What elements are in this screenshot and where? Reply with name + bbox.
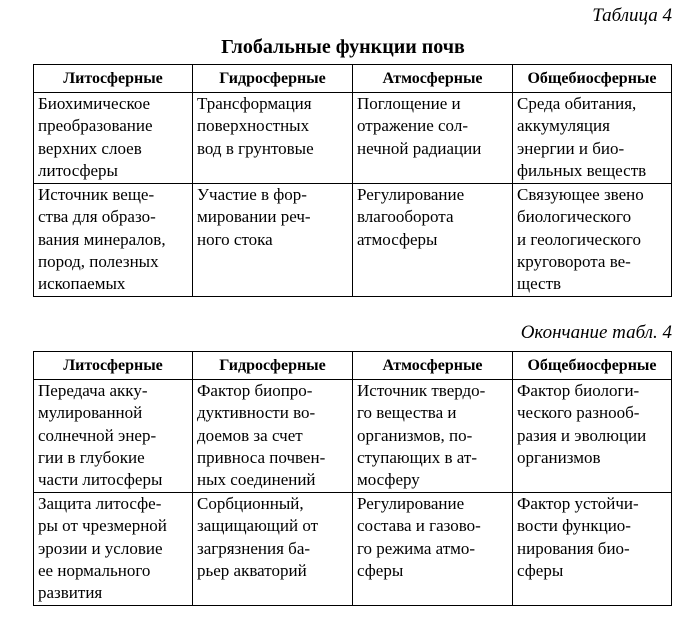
table-row	[34, 380, 672, 493]
table-cell: Связующее звено биологического и геологического круговорота ве- ществ	[513, 184, 672, 297]
column-header-general-biospheric: Общебиосферные	[513, 65, 672, 93]
table-cell: Регулирование состава и газово- го режима атмо- сферы	[353, 493, 513, 606]
column-header-atmospheric: Атмосферные	[353, 352, 513, 380]
table-row	[34, 93, 672, 184]
table-cell: Передача акку- мулированной солнечной энер- гии в глубокие части литосферы	[34, 380, 193, 493]
table-cell: Сорбционный, защищающий от загрязнения ба- рьер акваторий	[193, 493, 353, 606]
table-title: Глобальные функции почв	[221, 36, 465, 58]
functions-table-continued	[33, 351, 672, 606]
table-cell: Защита литосфе- ры от чрезмерной эрозии и условие ее нормального развития	[34, 493, 193, 606]
table-cell: Источник твердо- го вещества и организмов, по- ступающих в ат- мосферу	[353, 380, 513, 493]
column-header-general-biospheric: Общебиосферные	[513, 352, 672, 380]
table-cell: Участие в фор- мировании реч- ного стока	[193, 184, 353, 297]
functions-table	[33, 64, 672, 297]
table-cell: Среда обитания, аккумуляция энергии и био- фильных веществ	[513, 93, 672, 184]
table-cell: Поглощение и отражение сол- нечной радиации	[353, 93, 513, 184]
column-header-lithospheric: Литосферные	[34, 352, 193, 380]
table-cell: Фактор устойчи- вости функцио- нирования био- сферы	[513, 493, 672, 606]
table-cell: Биохимическое преобразование верхних слоев литосферы	[34, 93, 193, 184]
table-caption: Таблица 4	[592, 5, 672, 26]
column-header-hydrospheric: Гидросферные	[193, 65, 353, 93]
table-cell: Источник веще- ства для образо- вания минералов, пород, полезных ископаемых	[34, 184, 193, 297]
table-cell: Фактор биологи- ческого разнооб- разия и эволюции организмов	[513, 380, 672, 493]
table-cell: Регулирование влагооборота атмосферы	[353, 184, 513, 297]
table-cell: Трансформация поверхностных вод в грунтовые	[193, 93, 353, 184]
table-row	[34, 493, 672, 606]
table-cell: Фактор биопро- дуктивности во- доемов за счет привноса почвен- ных соединений	[193, 380, 353, 493]
column-header-hydrospheric: Гидросферные	[193, 352, 353, 380]
header-row	[34, 352, 672, 380]
table-row	[34, 184, 672, 297]
column-header-atmospheric: Атмосферные	[353, 65, 513, 93]
header-row	[34, 65, 672, 93]
continuation-caption: Окончание табл. 4	[520, 322, 672, 343]
column-header-lithospheric: Литосферные	[34, 65, 193, 93]
